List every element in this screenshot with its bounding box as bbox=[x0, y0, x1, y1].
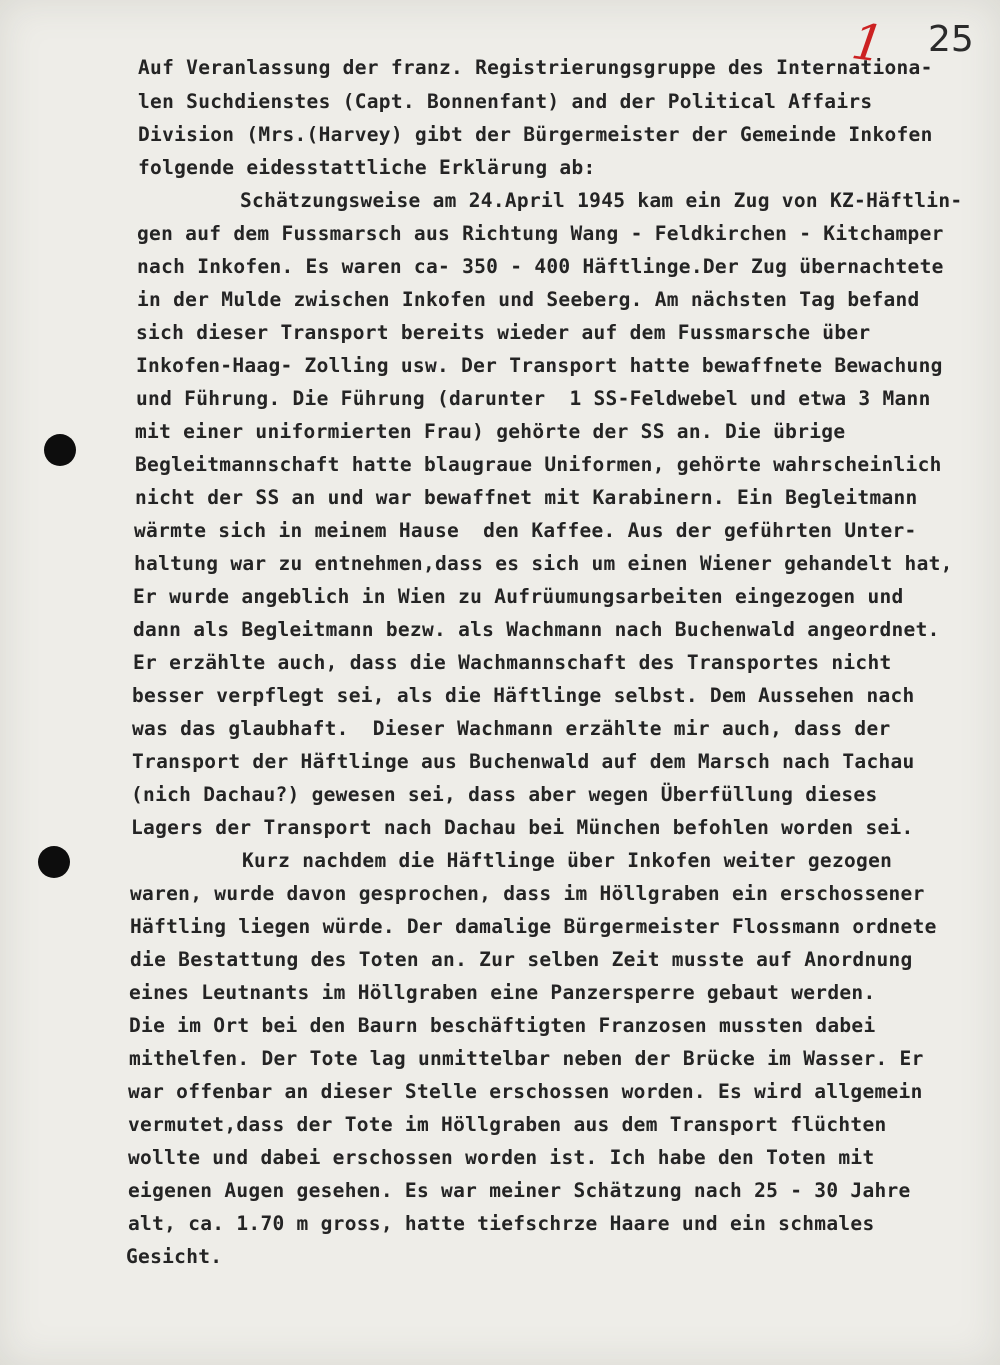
text-line: Er erzählte auch, dass die Wachmannschaft des Transportes nicht bbox=[133, 651, 892, 674]
text-line: besser verpflegt sei, als die Häftlinge selbst. Dem Aussehen nach bbox=[132, 684, 915, 707]
text-line: wärmte sich in meinem Hause den Kaffee. Aus der geführten Unter- bbox=[134, 519, 917, 542]
text-line: len Suchdienstes (Capt. Bonnenfant) and der Political Affairs bbox=[138, 90, 873, 113]
text-line: sich dieser Transport bereits wieder auf dem Fussmarsche über bbox=[136, 321, 871, 344]
text-line: (nich Dachau?) gewesen sei, dass aber wegen Überfüllung dieses bbox=[131, 783, 878, 806]
text-line: Division (Mrs.(Harvey) gibt der Bürgermeister der Gemeinde Inkofen bbox=[138, 123, 933, 146]
text-line: nach Inkofen. Es waren ca- 350 - 400 Häftlinge.Der Zug übernachtete bbox=[137, 255, 944, 278]
text-line: mithelfen. Der Tote lag unmittelbar neben der Brücke im Wasser. Er bbox=[129, 1047, 924, 1070]
text-line: Lagers der Transport nach Dachau bei München befohlen worden sei. bbox=[131, 816, 914, 839]
text-line: die Bestattung des Toten an. Zur selben Zeit musste auf Anordnung bbox=[130, 948, 913, 971]
text-line: eigenen Augen gesehen. Es war meiner Schätzung nach 25 - 30 Jahre bbox=[128, 1179, 911, 1202]
text-line: Schätzungsweise am 24.April 1945 kam ein Zug von KZ-Häftlin- bbox=[240, 189, 963, 212]
text-line: gen auf dem Fussmarsch aus Richtung Wang - Feldkirchen - Kitchamper bbox=[137, 222, 944, 245]
text-line: nicht der SS an und war bewaffnet mit Karabinern. Ein Begleitmann bbox=[135, 486, 918, 509]
text-line: in der Mulde zwischen Inkofen und Seeberg. Am nächsten Tag befand bbox=[137, 288, 920, 311]
text-line: dann als Begleitmann bezw. als Wachmann nach Buchenwald angeordnet. bbox=[133, 618, 940, 641]
text-line: waren, wurde davon gesprochen, dass im Höllgraben ein erschossener bbox=[130, 882, 925, 905]
text-line: und Führung. Die Führung (darunter 1 SS-Feldwebel und etwa 3 Mann bbox=[136, 387, 931, 410]
page-number: 25 bbox=[928, 19, 974, 60]
text-line: was das glaubhaft. Dieser Wachmann erzählte mir auch, dass der bbox=[132, 717, 891, 740]
text-line: Häftling liegen würde. Der damalige Bürgermeister Flossmann ordnete bbox=[130, 915, 937, 938]
text-line: wollte und dabei erschossen worden ist. Ich habe den Toten mit bbox=[128, 1146, 875, 1169]
text-line: Die im Ort bei den Baurn beschäftigten Franzosen mussten dabei bbox=[129, 1014, 876, 1037]
text-line: Begleitmannschaft hatte blaugraue Uniformen, gehörte wahrscheinlich bbox=[135, 453, 942, 476]
handwritten-mark: 1 bbox=[848, 12, 888, 74]
text-line: Gesicht. bbox=[126, 1245, 223, 1268]
punch-hole bbox=[44, 434, 76, 466]
text-line: Auf Veranlassung der franz. Registrierungsgruppe des Internationa- bbox=[138, 56, 933, 79]
text-line: Er wurde angeblich in Wien zu Aufrüumungsarbeiten eingezogen und bbox=[133, 585, 904, 608]
text-line: folgende eidesstattliche Erklärung ab: bbox=[138, 156, 596, 179]
text-line: alt, ca. 1.70 m gross, hatte tiefschrze Haare und ein schmales bbox=[128, 1212, 875, 1235]
text-line: vermutet,dass der Tote im Höllgraben aus dem Transport flüchten bbox=[128, 1113, 887, 1136]
text-line: Transport der Häftlinge aus Buchenwald auf dem Marsch nach Tachau bbox=[132, 750, 915, 773]
punch-hole bbox=[38, 846, 70, 878]
text-line: Kurz nachdem die Häftlinge über Inkofen weiter gezogen bbox=[242, 849, 893, 872]
text-line: haltung war zu entnehmen,dass es sich um einen Wiener gehandelt hat, bbox=[134, 552, 953, 575]
text-line: mit einer uniformierten Frau) gehörte der SS an. Die übrige bbox=[135, 420, 846, 443]
text-line: eines Leutnants im Höllgraben eine Panzersperre gebaut werden. bbox=[129, 981, 876, 1004]
text-line: war offenbar an dieser Stelle erschossen worden. Es wird allgemein bbox=[128, 1080, 923, 1103]
text-line: Inkofen-Haag- Zolling usw. Der Transport hatte bewaffnete Bewachung bbox=[136, 354, 943, 377]
